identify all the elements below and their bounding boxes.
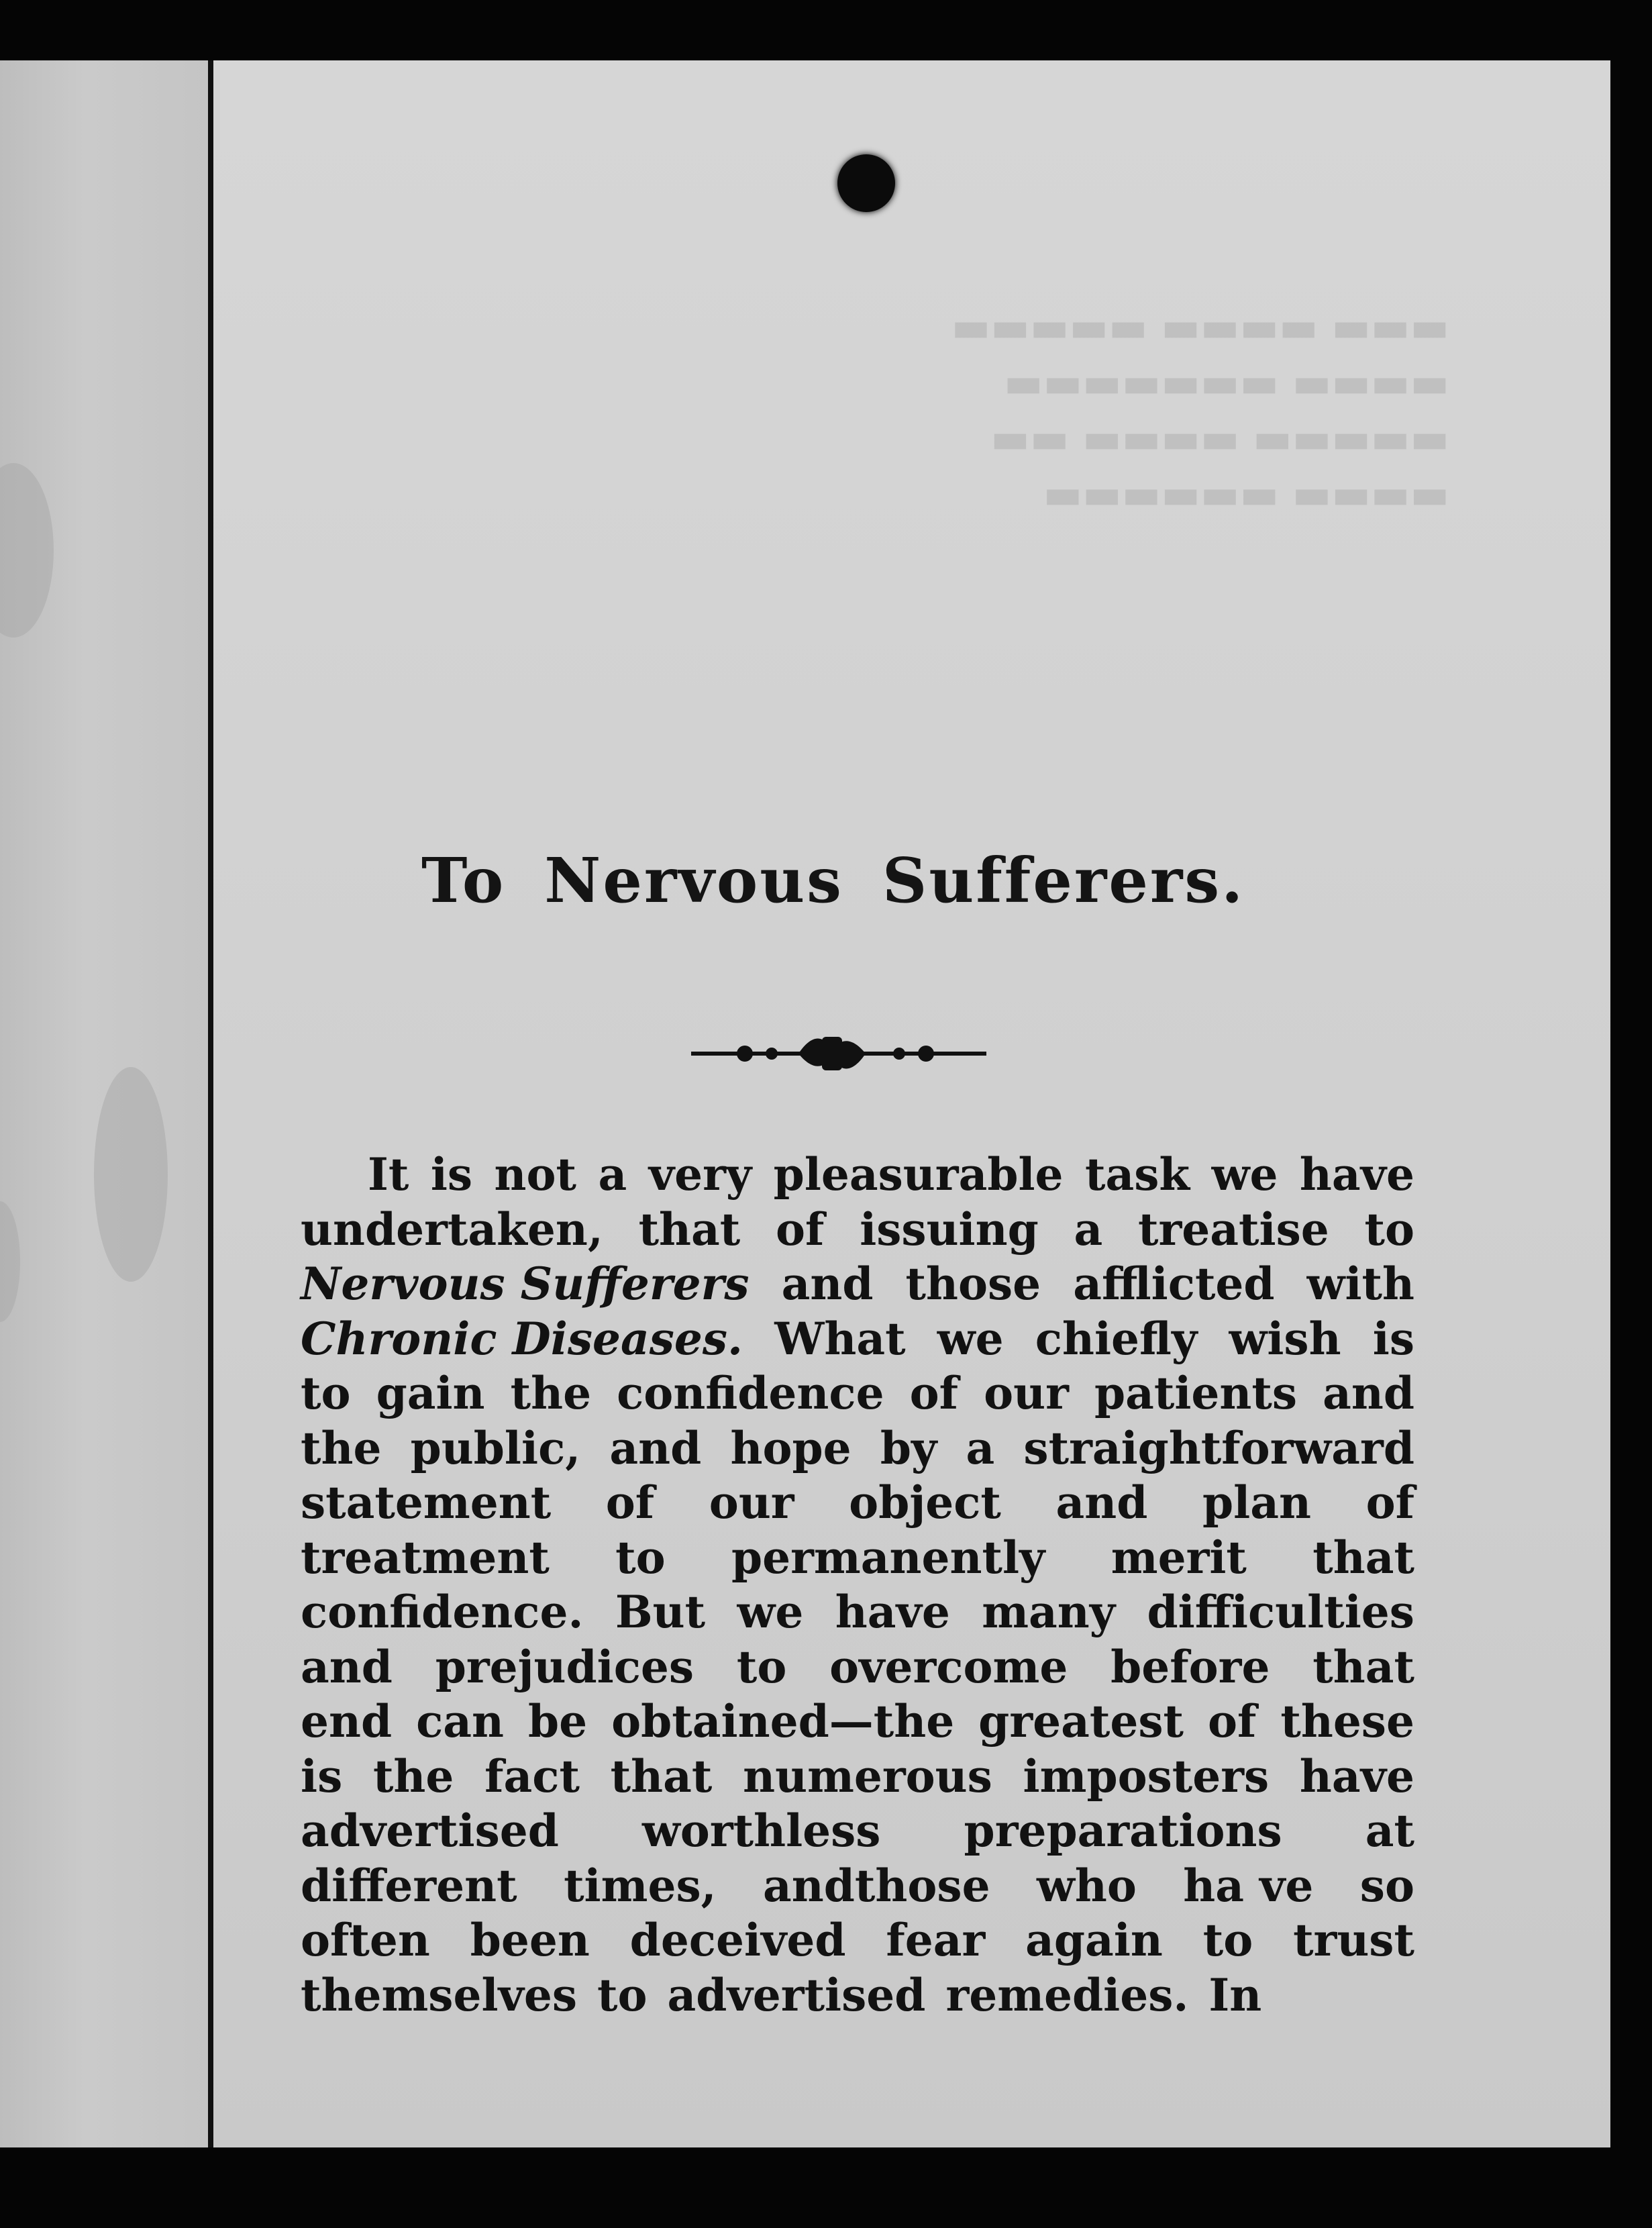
word: and [781,1258,874,1310]
text-line [301,1913,1414,1968]
word: to [301,1367,351,1419]
text-line [301,1421,1414,1476]
word: Chronic Diseases. [301,1312,743,1365]
word: we [1211,1148,1278,1201]
word: and [301,1640,393,1693]
word: confidence. [301,1586,584,1638]
word: overcome [829,1640,1068,1693]
word: preparations [964,1805,1282,1857]
word: been [470,1914,590,1966]
text-line [301,1804,1414,1859]
bleed-through-mark [0,1201,20,1322]
word: advertised [301,1805,559,1857]
word: to [1202,1914,1253,1966]
word: not [494,1148,577,1201]
word: of [1207,1695,1257,1748]
bleed-through-mark [94,1067,168,1282]
word: have [835,1586,950,1638]
word: we [937,1312,1004,1365]
word: statement [301,1476,552,1529]
word: have [1299,1148,1414,1201]
word: chiefly [1035,1312,1198,1365]
word: a [966,1421,995,1474]
adjacent-page-strip [0,60,213,2147]
margin-rule [208,60,213,2147]
word: a [598,1148,627,1201]
word: straightforward [1023,1421,1414,1474]
word: our [709,1476,794,1529]
word: many [982,1586,1116,1638]
word: merit [1111,1531,1247,1584]
word: very [648,1148,752,1201]
word: that [1312,1531,1414,1584]
word: numerous [743,1750,992,1803]
word: remedies. [945,1968,1189,2021]
word: wish [1229,1312,1341,1365]
bleed-through-text: ▬▬▬ ▬▬▬▬ ▬▬▬▬▬ ▬▬▬▬ ▬▬▬▬▬▬▬ ▬▬▬▬▬ ▬▬▬▬ ▬▬ ▬▬▬▬ ▬▬▬▬▬▬ [951,302,1449,518]
word: who [1037,1859,1137,1912]
word: different [301,1859,517,1912]
word: obtained—the [611,1695,955,1748]
word: times, [564,1859,717,1912]
text-line [301,1694,1414,1750]
text-line [301,1750,1414,1805]
word: fact [484,1750,580,1803]
word: so [1359,1859,1414,1912]
word: end [301,1695,393,1748]
text-line [301,1968,1414,2023]
word: be [528,1695,588,1748]
word: is [301,1750,343,1803]
word: What [774,1312,906,1365]
word: the [510,1367,592,1419]
word: often [301,1914,430,1966]
word: public, [410,1421,581,1474]
word: ha ve [1183,1859,1314,1912]
word: at [1365,1805,1414,1857]
word: andthose [763,1859,990,1912]
scanned-page [0,60,1610,2147]
word: is [1372,1312,1414,1365]
word: task [1085,1148,1190,1201]
word: patients [1094,1367,1298,1419]
word: permanently [731,1531,1045,1584]
word: hope [730,1421,851,1474]
word: the [372,1750,454,1803]
word: afflicted [1073,1258,1275,1310]
word: have [1299,1750,1414,1803]
word: is [430,1148,473,1201]
word: undertaken, [301,1203,603,1256]
word: But [615,1586,706,1638]
text-line [301,1148,1414,1203]
text-line [301,1531,1414,1586]
word: to [615,1531,666,1584]
word: and [1055,1476,1148,1529]
word: gain [376,1367,485,1419]
word: It [368,1148,409,1201]
word: that [638,1203,741,1256]
title-word: To [421,844,506,917]
text-line [301,1859,1414,1914]
word: and [1323,1367,1414,1419]
word: those [905,1258,1041,1310]
word: confidence [617,1367,884,1419]
word: themselves [301,1968,578,2021]
word: prejudices [435,1640,694,1693]
word: that [1312,1640,1414,1693]
text-line [301,1585,1414,1640]
word: of [909,1367,959,1419]
word: to [597,1968,648,2021]
word: fear [886,1914,986,1966]
word: again [1025,1914,1163,1966]
word: worthless [641,1805,881,1857]
word: to [1364,1203,1414,1256]
word: advertised [667,1968,926,2021]
word: treatise [1138,1203,1329,1256]
word: plan [1202,1476,1311,1529]
word: object [849,1476,1001,1529]
word: difficulties [1147,1586,1414,1638]
text-line [301,1476,1414,1531]
word: of [776,1203,825,1256]
body-paragraph [301,1148,1414,2023]
word: issuing [860,1203,1039,1256]
text-line [301,1640,1414,1695]
word: treatment [301,1531,550,1584]
text-line [301,1366,1414,1421]
text-line [301,1203,1414,1258]
text-line [301,1312,1414,1367]
word: to [736,1640,787,1693]
word: imposters [1023,1750,1270,1803]
word: and [609,1421,702,1474]
decorative-flourish-icon [684,1030,993,1080]
word: we [737,1586,804,1638]
bleed-through-mark [0,463,54,638]
word: by [880,1421,937,1474]
word: a [1074,1203,1103,1256]
word: these [1280,1695,1414,1748]
word: Nervous Sufferers [301,1258,750,1310]
word: deceived [629,1914,846,1966]
word: of [605,1476,655,1529]
word: that [610,1750,713,1803]
word: with [1306,1258,1414,1310]
word: of [1365,1476,1414,1529]
binding-hole [837,154,895,212]
word: trust [1293,1914,1414,1966]
title-word: Nervous [544,844,843,917]
word: the [301,1421,382,1474]
page-title [421,844,1334,917]
word: can [416,1695,505,1748]
word: pleasurable [773,1148,1064,1201]
text-line [301,1257,1414,1312]
word: our [984,1367,1069,1419]
word: In [1208,1968,1262,2021]
title-word: Sufferers. [882,844,1245,917]
word: before [1111,1640,1270,1693]
word: greatest [978,1695,1184,1748]
